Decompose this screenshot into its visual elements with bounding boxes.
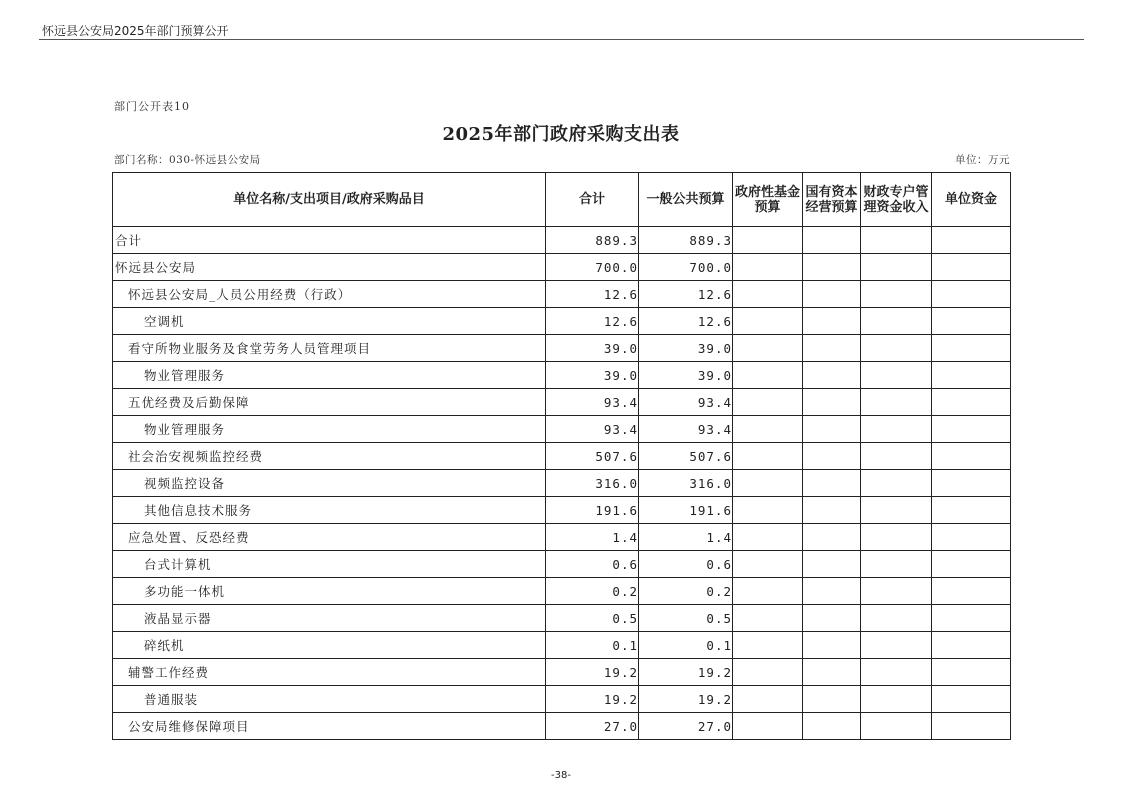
row-state-capital-cell <box>803 254 861 281</box>
row-name-cell: 普通服装 <box>113 686 546 713</box>
row-name-cell: 台式计算机 <box>113 551 546 578</box>
row-unit-funds-cell <box>932 497 1011 524</box>
row-special-account-cell <box>861 443 932 470</box>
row-state-capital-cell <box>803 416 861 443</box>
row-name-cell: 其他信息技术服务 <box>113 497 546 524</box>
row-total-cell: 316.0 <box>546 470 639 497</box>
row-unit-funds-cell <box>932 281 1011 308</box>
row-name-cell: 多功能一体机 <box>113 578 546 605</box>
row-state-capital-cell <box>803 443 861 470</box>
row-total-cell: 0.2 <box>546 578 639 605</box>
row-unit-funds-cell <box>932 335 1011 362</box>
row-name-cell: 看守所物业服务及食堂劳务人员管理项目 <box>113 335 546 362</box>
row-state-capital-cell <box>803 605 861 632</box>
row-unit-funds-cell <box>932 686 1011 713</box>
table-row <box>113 605 1011 632</box>
row-general-budget-cell: 1.4 <box>639 524 733 551</box>
row-unit-funds-cell <box>932 308 1011 335</box>
row-total-cell: 12.6 <box>546 281 639 308</box>
row-special-account-cell <box>861 524 932 551</box>
table-row <box>113 551 1011 578</box>
row-total-cell: 191.6 <box>546 497 639 524</box>
row-unit-funds-cell <box>932 605 1011 632</box>
row-name-cell: 液晶显示器 <box>113 605 546 632</box>
row-unit-funds-cell <box>932 551 1011 578</box>
row-special-account-cell <box>861 605 932 632</box>
table-row <box>113 254 1011 281</box>
row-general-budget-cell: 39.0 <box>639 335 733 362</box>
table-row <box>113 443 1011 470</box>
row-special-account-cell <box>861 308 932 335</box>
row-general-budget-cell: 19.2 <box>639 659 733 686</box>
row-name-cell: 怀远县公安局 <box>113 254 546 281</box>
row-gov-fund-cell <box>733 632 803 659</box>
row-general-budget-cell: 0.5 <box>639 605 733 632</box>
row-unit-funds-cell <box>932 524 1011 551</box>
row-gov-fund-cell <box>733 470 803 497</box>
table-row <box>113 308 1011 335</box>
row-special-account-cell <box>861 686 932 713</box>
column-header-gov-fund: 政府性基金预算 <box>733 173 803 227</box>
row-special-account-cell <box>861 227 932 254</box>
row-gov-fund-cell <box>733 389 803 416</box>
row-name-cell: 怀远县公安局_人员公用经费（行政） <box>113 281 546 308</box>
row-general-budget-cell: 19.2 <box>639 686 733 713</box>
table-row <box>113 632 1011 659</box>
row-special-account-cell <box>861 632 932 659</box>
row-general-budget-cell: 700.0 <box>639 254 733 281</box>
row-gov-fund-cell <box>733 578 803 605</box>
row-name-cell: 物业管理服务 <box>113 416 546 443</box>
row-state-capital-cell <box>803 497 861 524</box>
row-unit-funds-cell <box>932 470 1011 497</box>
row-gov-fund-cell <box>733 605 803 632</box>
row-unit-funds-cell <box>932 416 1011 443</box>
unit-label: 单位：万元 <box>955 154 1010 166</box>
column-header-unit-funds: 单位资金 <box>932 173 1011 227</box>
row-special-account-cell <box>861 389 932 416</box>
row-special-account-cell <box>861 713 932 740</box>
table-row <box>113 416 1011 443</box>
column-header-total: 合计 <box>546 173 639 227</box>
row-special-account-cell <box>861 578 932 605</box>
row-total-cell: 0.1 <box>546 632 639 659</box>
row-total-cell: 889.3 <box>546 227 639 254</box>
column-header-general-budget: 一般公共预算 <box>639 173 733 227</box>
row-state-capital-cell <box>803 227 861 254</box>
row-state-capital-cell <box>803 389 861 416</box>
row-general-budget-cell: 0.6 <box>639 551 733 578</box>
row-general-budget-cell: 889.3 <box>639 227 733 254</box>
row-total-cell: 12.6 <box>546 308 639 335</box>
row-general-budget-cell: 93.4 <box>639 416 733 443</box>
row-special-account-cell <box>861 416 932 443</box>
row-state-capital-cell <box>803 308 861 335</box>
row-special-account-cell <box>861 335 932 362</box>
row-gov-fund-cell <box>733 551 803 578</box>
row-state-capital-cell <box>803 470 861 497</box>
row-gov-fund-cell <box>733 308 803 335</box>
row-name-cell: 空调机 <box>113 308 546 335</box>
row-general-budget-cell: 39.0 <box>639 362 733 389</box>
row-name-cell: 应急处置、反恐经费 <box>113 524 546 551</box>
row-state-capital-cell <box>803 578 861 605</box>
row-general-budget-cell: 507.6 <box>639 443 733 470</box>
page-header: 怀远县公安局2025年部门预算公开 <box>42 24 229 38</box>
row-gov-fund-cell <box>733 362 803 389</box>
table-row <box>113 281 1011 308</box>
row-unit-funds-cell <box>932 659 1011 686</box>
row-gov-fund-cell <box>733 659 803 686</box>
row-total-cell: 27.0 <box>546 713 639 740</box>
row-total-cell: 39.0 <box>546 362 639 389</box>
table-row <box>113 389 1011 416</box>
row-unit-funds-cell <box>932 254 1011 281</box>
row-total-cell: 19.2 <box>546 659 639 686</box>
row-name-cell: 碎纸机 <box>113 632 546 659</box>
row-special-account-cell <box>861 362 932 389</box>
row-total-cell: 1.4 <box>546 524 639 551</box>
row-name-cell: 物业管理服务 <box>113 362 546 389</box>
row-general-budget-cell: 191.6 <box>639 497 733 524</box>
row-special-account-cell <box>861 497 932 524</box>
row-general-budget-cell: 93.4 <box>639 389 733 416</box>
row-unit-funds-cell <box>932 713 1011 740</box>
table-header-row <box>113 173 1011 227</box>
table-row <box>113 686 1011 713</box>
table-row <box>113 524 1011 551</box>
row-general-budget-cell: 0.2 <box>639 578 733 605</box>
page-number: -38- <box>551 770 571 781</box>
row-special-account-cell <box>861 659 932 686</box>
row-gov-fund-cell <box>733 416 803 443</box>
table-row <box>113 713 1011 740</box>
row-special-account-cell <box>861 470 932 497</box>
row-state-capital-cell <box>803 335 861 362</box>
table-row <box>113 497 1011 524</box>
row-general-budget-cell: 0.1 <box>639 632 733 659</box>
row-name-cell: 公安局维修保障项目 <box>113 713 546 740</box>
row-total-cell: 19.2 <box>546 686 639 713</box>
row-general-budget-cell: 12.6 <box>639 281 733 308</box>
row-name-cell: 视频监控设备 <box>113 470 546 497</box>
page-title: 2025年部门政府采购支出表 <box>442 124 680 145</box>
row-total-cell: 93.4 <box>546 389 639 416</box>
row-total-cell: 93.4 <box>546 416 639 443</box>
row-special-account-cell <box>861 551 932 578</box>
row-state-capital-cell <box>803 362 861 389</box>
row-general-budget-cell: 12.6 <box>639 308 733 335</box>
table-body <box>113 227 1011 740</box>
table-label: 部门公开表10 <box>114 100 190 113</box>
table-row <box>113 335 1011 362</box>
row-state-capital-cell <box>803 713 861 740</box>
row-unit-funds-cell <box>932 227 1011 254</box>
table-row <box>113 227 1011 254</box>
row-state-capital-cell <box>803 686 861 713</box>
row-gov-fund-cell <box>733 335 803 362</box>
header-divider <box>39 39 1084 40</box>
column-header-special-account: 财政专户管理资金收入 <box>861 173 932 227</box>
column-header-name: 单位名称/支出项目/政府采购品目 <box>113 173 546 227</box>
procurement-table <box>112 172 1011 740</box>
row-special-account-cell <box>861 281 932 308</box>
row-gov-fund-cell <box>733 254 803 281</box>
row-gov-fund-cell <box>733 227 803 254</box>
row-state-capital-cell <box>803 551 861 578</box>
row-unit-funds-cell <box>932 578 1011 605</box>
row-gov-fund-cell <box>733 443 803 470</box>
row-gov-fund-cell <box>733 497 803 524</box>
table-row <box>113 578 1011 605</box>
row-name-cell: 辅警工作经费 <box>113 659 546 686</box>
row-gov-fund-cell <box>733 713 803 740</box>
row-state-capital-cell <box>803 632 861 659</box>
row-special-account-cell <box>861 254 932 281</box>
table-row <box>113 470 1011 497</box>
row-name-cell: 合计 <box>113 227 546 254</box>
row-unit-funds-cell <box>932 362 1011 389</box>
row-gov-fund-cell <box>733 524 803 551</box>
row-unit-funds-cell <box>932 389 1011 416</box>
row-total-cell: 0.5 <box>546 605 639 632</box>
row-gov-fund-cell <box>733 686 803 713</box>
row-total-cell: 700.0 <box>546 254 639 281</box>
row-general-budget-cell: 316.0 <box>639 470 733 497</box>
table-row <box>113 659 1011 686</box>
row-state-capital-cell <box>803 281 861 308</box>
table-row <box>113 362 1011 389</box>
row-state-capital-cell <box>803 524 861 551</box>
row-name-cell: 社会治安视频监控经费 <box>113 443 546 470</box>
row-total-cell: 0.6 <box>546 551 639 578</box>
row-name-cell: 五优经费及后勤保障 <box>113 389 546 416</box>
row-state-capital-cell <box>803 659 861 686</box>
row-unit-funds-cell <box>932 632 1011 659</box>
row-unit-funds-cell <box>932 443 1011 470</box>
row-total-cell: 39.0 <box>546 335 639 362</box>
row-total-cell: 507.6 <box>546 443 639 470</box>
column-header-state-capital: 国有资本经营预算 <box>803 173 861 227</box>
row-gov-fund-cell <box>733 281 803 308</box>
department-name: 部门名称：030-怀远县公安局 <box>114 154 261 166</box>
row-general-budget-cell: 27.0 <box>639 713 733 740</box>
